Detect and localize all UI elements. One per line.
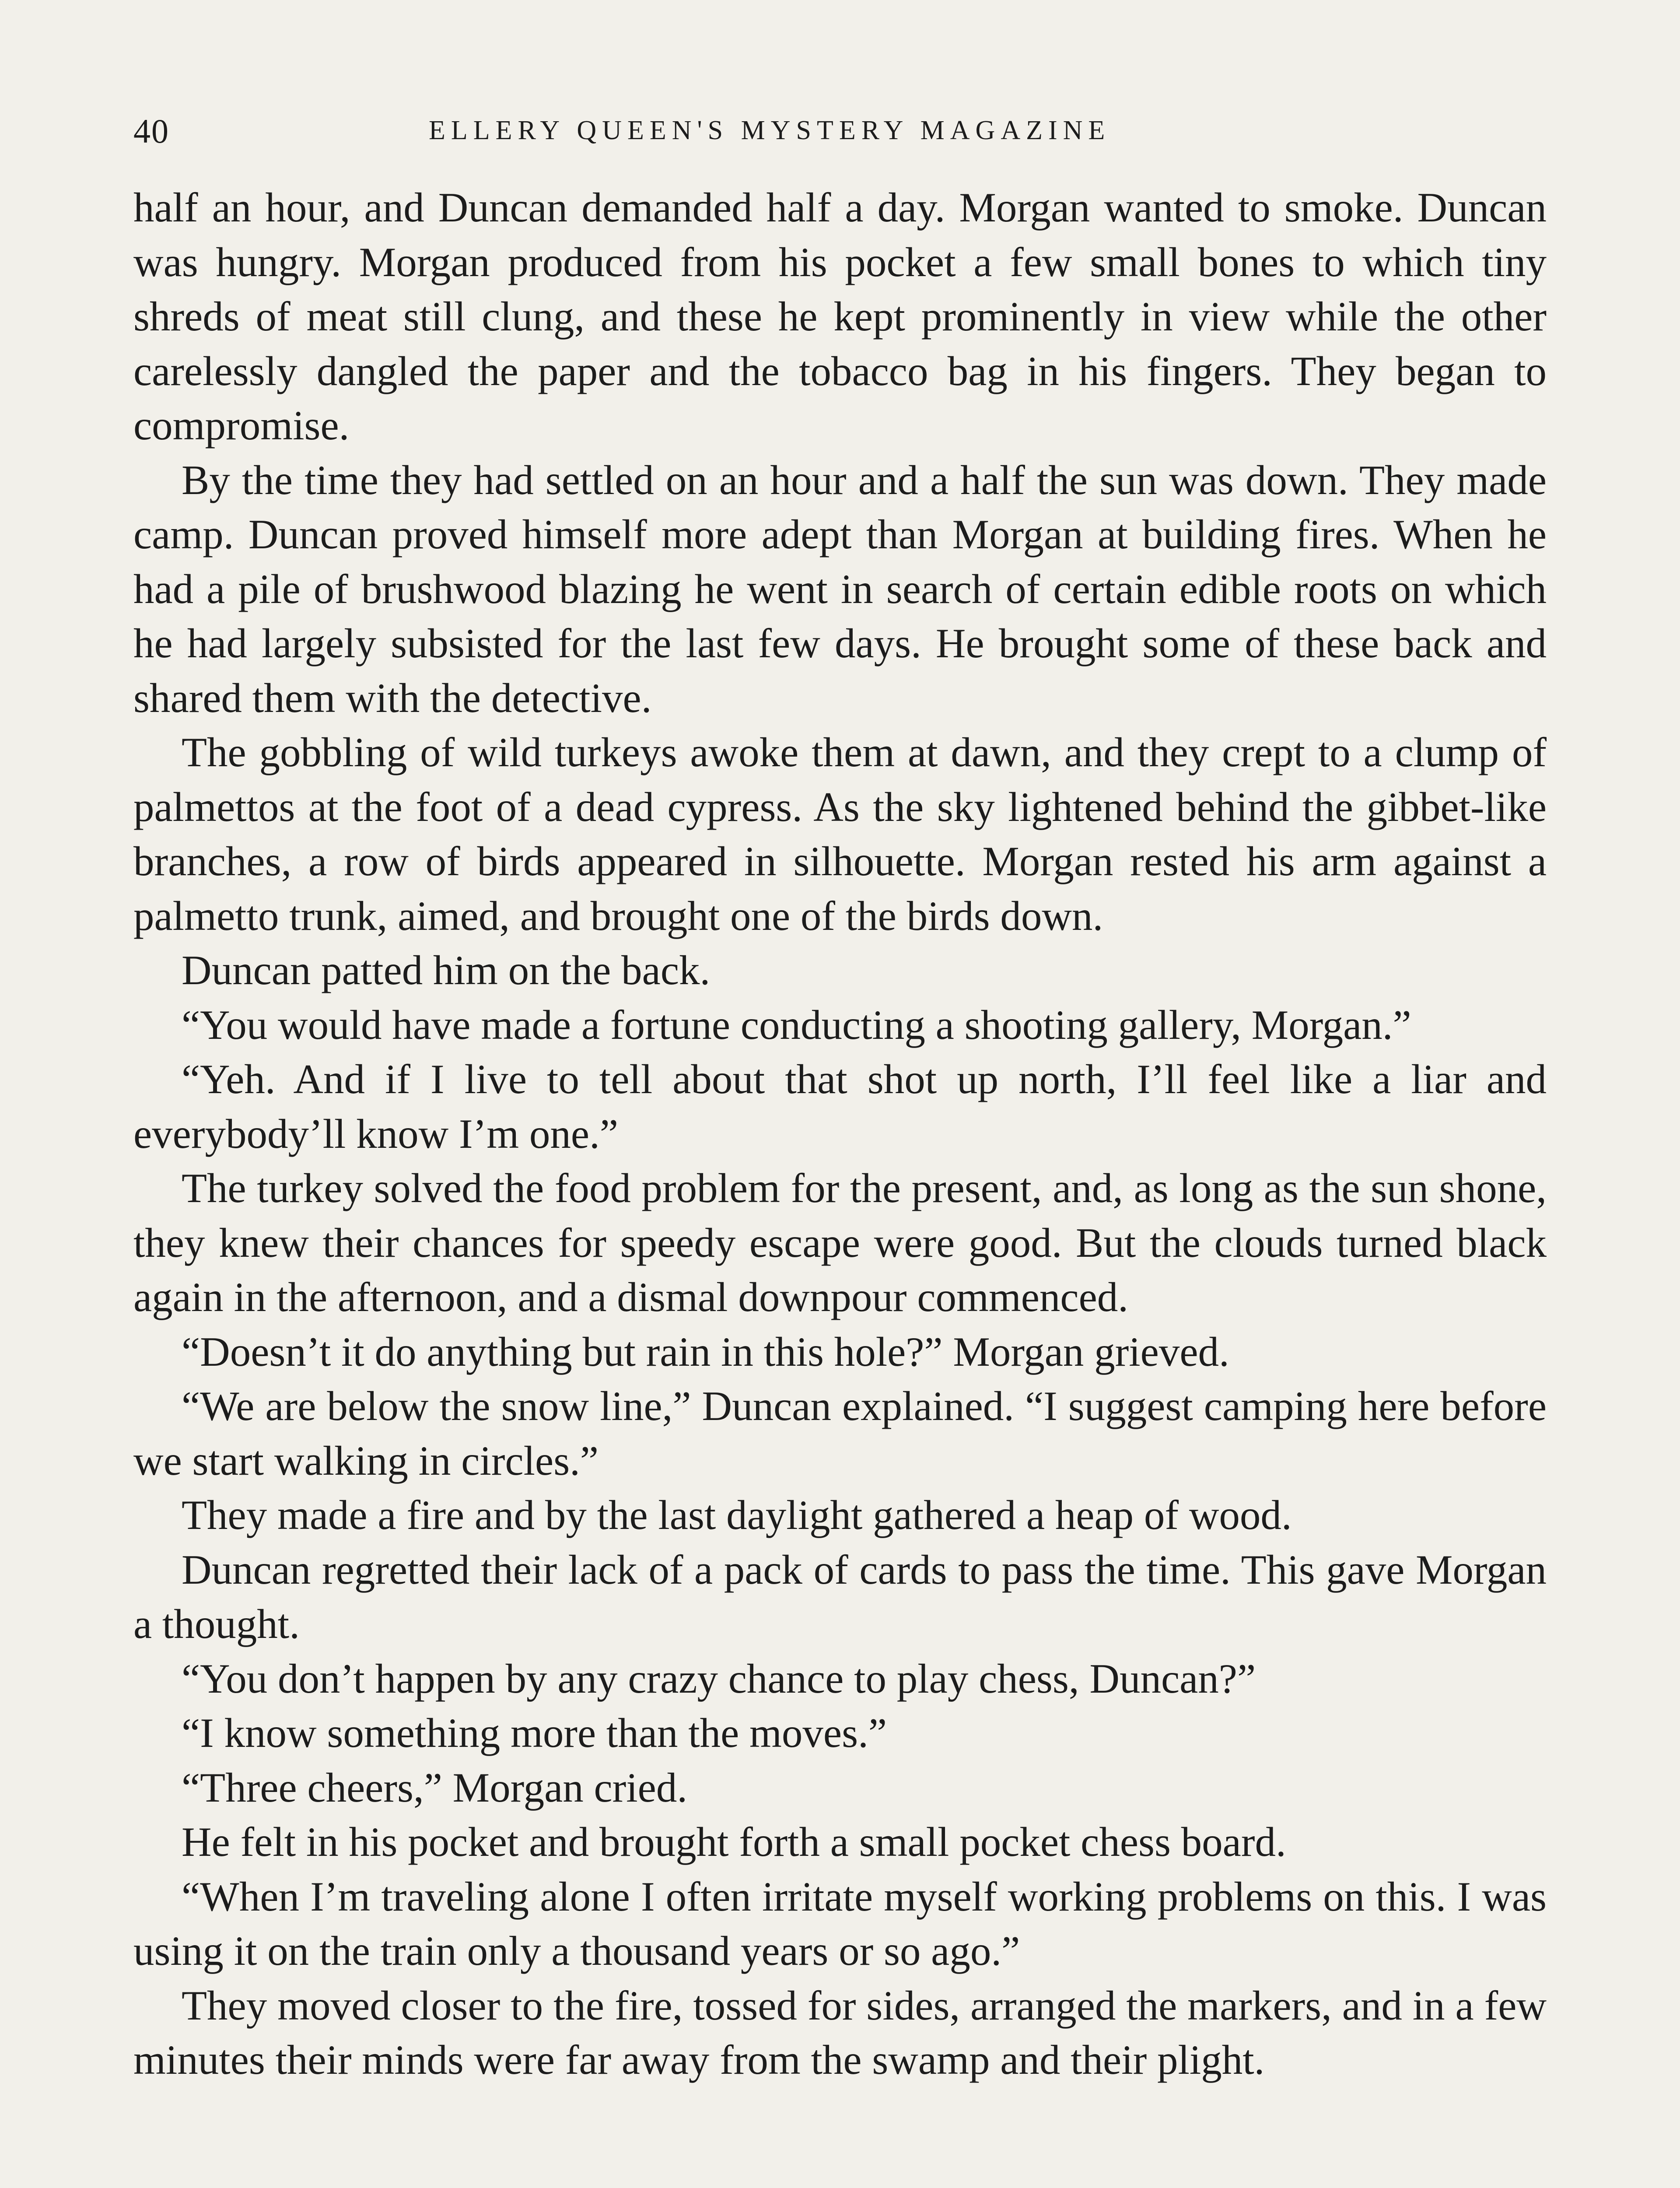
paragraph: “We are below the snow line,” Duncan explained. “I suggest camping here before we start walking in circles.” [133, 1383, 1547, 1484]
paragraph: “Doesn’t it do anything but rain in this hole?” Morgan grieved. [182, 1328, 1229, 1375]
paragraph: “You don’t happen by any crazy chance to play chess, Duncan?” [182, 1655, 1256, 1702]
paragraph: They moved closer to the fire, tossed for sides, arranged the markers, and in a few minutes their minds were far away from the swamp and their plight. [133, 1982, 1547, 2083]
magazine-title: ELLERY QUEEN'S MYSTERY MAGAZINE [429, 116, 1111, 145]
paragraph: “When I’m traveling alone I often irritate myself working problems on this. I was using it on the train only a thousand years or so ago.” [133, 1873, 1547, 1974]
paragraph: The turkey solved the food problem for the present, and, as long as the sun shone, they knew their chances for speedy escape were good. But the clouds turned black again in the afternoon, and a dismal downpour commenced. [133, 1165, 1547, 1320]
running-head [133, 112, 1547, 160]
paragraph: Duncan patted him on the back. [182, 947, 710, 993]
paragraph: “You would have made a fortune conducting a shooting gallery, Morgan.” [182, 1001, 1411, 1048]
paragraph: half an hour, and Duncan demanded half a day. Morgan wanted to smoke. Duncan was hungry. Morgan produced from his pocket a few small bones to which tiny shreds of meat still clung, and these he kept prominently in view while the other carelessly dangled the paper and the tobacco bag in his fingers. They began to compromise. [133, 184, 1547, 449]
paragraph: They made a fire and by the last daylight gathered a heap of wood. [182, 1492, 1292, 1538]
story-text [133, 180, 1547, 2087]
paragraph: He felt in his pocket and brought forth a small pocket chess board. [182, 1819, 1286, 1865]
paragraph: By the time they had settled on an hour and a half the sun was down. They made camp. Duncan proved himself more adept than Morgan at building fires. When he had a pile of brushwood blazing he went in search of certain edible roots on which he had largely subsisted for the last few days. He brought some of these back and shared them with the detective. [133, 456, 1547, 721]
paragraph: “Three cheers,” Morgan cried. [182, 1764, 688, 1811]
paragraph: Duncan regretted their lack of a pack of cards to pass the time. This gave Morgan a thought. [133, 1546, 1547, 1647]
paragraph: “Yeh. And if I live to tell about that shot up north, I’ll feel like a liar and everybody’ll know I’m one.” [133, 1056, 1547, 1157]
paragraph: The gobbling of wild turkeys awoke them at dawn, and they crept to a clump of palmettos at the foot of a dead cypress. As the sky lightened behind the gibbet-like branches, a row of birds appeared in silhouette. Morgan rested his arm against a palmetto trunk, aimed, and brought one of the birds down. [133, 729, 1547, 939]
paragraph: “I know something more than the moves.” [182, 1710, 887, 1756]
page-number: 40 [133, 112, 169, 150]
